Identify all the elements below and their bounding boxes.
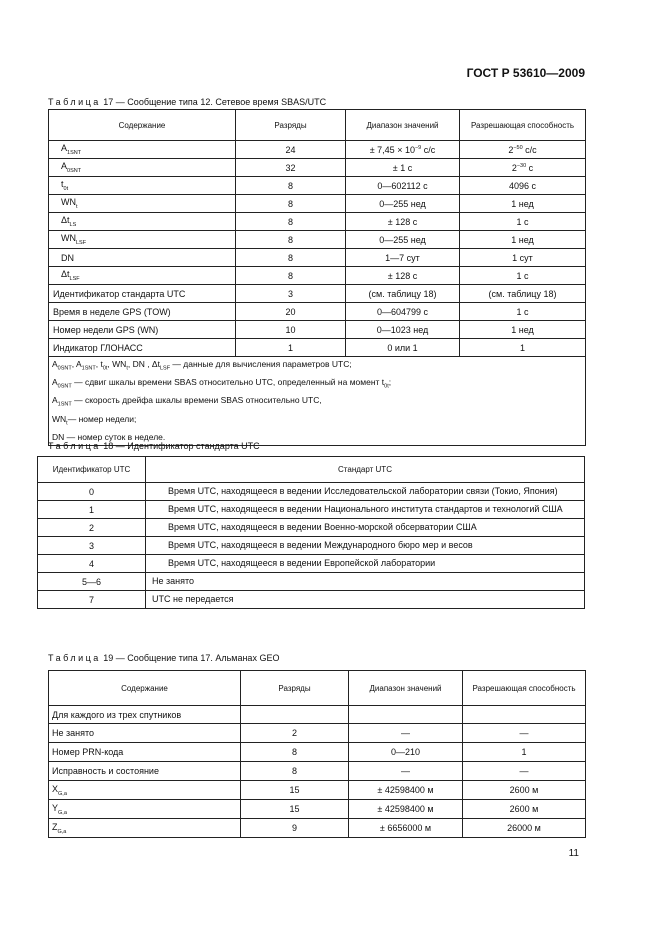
param-name: Время в неделе GPS (TOW) xyxy=(53,306,171,317)
cell-utc-standard: Не занято xyxy=(146,573,585,591)
cell-utc-id: 7 xyxy=(38,591,146,609)
table-row xyxy=(49,195,586,213)
cell-resolution: 1 xyxy=(463,743,586,762)
table-row xyxy=(38,537,585,555)
cell-content xyxy=(49,724,241,743)
table-row xyxy=(49,339,586,357)
note-line-5: DN — номер суток в неделе. xyxy=(52,431,166,442)
cell-resolution: 1 нед xyxy=(460,321,586,339)
table-row xyxy=(38,501,585,519)
param-name: Идентификатор стандарта UTC xyxy=(53,288,186,299)
notes-row xyxy=(49,357,586,446)
note-line-4: $WN_t—$ номер недели; xyxy=(52,413,137,427)
table-header-row xyxy=(49,110,586,141)
table-row xyxy=(49,267,586,285)
cell-content xyxy=(49,141,236,159)
cell-content xyxy=(49,321,236,339)
cell-utc-standard: Время UTC, находящееся в ведении Европейской лаборатории xyxy=(146,555,585,573)
table-row xyxy=(49,743,586,762)
cell-bits: 8 xyxy=(241,762,349,781)
table-row xyxy=(49,781,586,800)
cell-utc-id: 0 xyxy=(38,483,146,501)
param-name: DN xyxy=(61,252,74,263)
page-number: 11 xyxy=(568,848,579,859)
param-subscript: 0t xyxy=(63,185,69,192)
cell-bits: 8 xyxy=(236,249,346,267)
caption-label: Таблица xyxy=(48,441,101,451)
cell-utc-id: 2 xyxy=(38,519,146,537)
cell-bits: 32 xyxy=(236,159,346,177)
cell-resolution: 1 с xyxy=(460,267,586,285)
cell-utc-standard: Время UTC, находящееся в ведении Национального института стандартов и технологий США xyxy=(146,501,585,519)
param-subscript: LSF xyxy=(76,239,87,246)
param-name: Номер PRN-кода xyxy=(52,747,124,757)
cell-content xyxy=(49,249,236,267)
col-header: Разрешающая способность xyxy=(463,671,586,706)
col-header: Разряды xyxy=(236,110,346,141)
param-name: Исправность и состояние xyxy=(52,766,159,776)
param-subscript: 0SNT xyxy=(67,167,82,174)
table-18 xyxy=(37,456,585,609)
cell-range: 0 или 1 xyxy=(346,339,460,357)
cell-resolution: — xyxy=(463,762,586,781)
cell-range: ± $7,45 \times 10^{-9}$ с/с xyxy=(346,141,460,159)
cell-range: 0—210 xyxy=(349,743,463,762)
col-header: Разрешающая способность xyxy=(460,110,586,141)
cell-range: (см. таблицу 18) xyxy=(346,285,460,303)
param-name: Y xyxy=(52,802,59,813)
group-label: Для каждого из трех спутников xyxy=(49,706,241,724)
table-17-caption xyxy=(48,97,326,107)
caption-text: 19 — Сообщение типа 17. Альманах GEO xyxy=(100,653,280,663)
col-header: Диапазон значений xyxy=(349,671,463,706)
table-19 xyxy=(48,670,586,838)
param-name: A xyxy=(61,143,68,154)
cell-bits: 8 xyxy=(241,743,349,762)
cell-range: ± 42598400 м xyxy=(349,800,463,819)
cell-range: ± 6656000 м xyxy=(349,819,463,838)
cell-content xyxy=(49,781,241,800)
cell-utc-standard: Время UTC, находящееся в ведении Международного бюро мер и весов xyxy=(146,537,585,555)
cell-bits: 10 xyxy=(236,321,346,339)
param-name: Δt xyxy=(61,215,70,226)
col-header: Содержание xyxy=(49,110,236,141)
param-name: Δt xyxy=(61,269,70,280)
table-row xyxy=(38,555,585,573)
cell-bits: 15 xyxy=(241,800,349,819)
cell-range: ± 1 с xyxy=(346,159,460,177)
param-subscript: G,a xyxy=(57,828,67,835)
cell-resolution: 1 с xyxy=(460,213,586,231)
param-subscript: LS xyxy=(69,221,77,228)
param-name: Индикатор ГЛОНАСС xyxy=(53,342,143,353)
cell-content xyxy=(49,303,236,321)
param-name: Номер недели GPS (WN) xyxy=(53,324,159,335)
table-19-caption xyxy=(48,653,279,663)
param-subscript: G,a xyxy=(58,790,67,797)
col-header: Идентификатор UTC xyxy=(38,457,146,483)
table-row xyxy=(49,724,586,743)
cell-content xyxy=(49,159,236,177)
notes-cell xyxy=(49,357,586,446)
table-row xyxy=(49,213,586,231)
table-row xyxy=(49,285,586,303)
cell-utc-standard: Время UTC, находящееся в ведении Исследовательской лаборатории связи (Токио, Япония) xyxy=(146,483,585,501)
table-row xyxy=(49,762,586,781)
cell-range: 0—604799 с xyxy=(346,303,460,321)
param-name: A xyxy=(61,161,68,172)
cell-content xyxy=(49,213,236,231)
cell-content xyxy=(49,195,236,213)
cell-content xyxy=(49,177,236,195)
cell-range: — xyxy=(349,762,463,781)
caption-label: Таблица xyxy=(48,653,101,663)
cell-utc-id: 3 xyxy=(38,537,146,555)
cell-bits: 3 xyxy=(236,285,346,303)
cell-utc-standard: UTC не передается xyxy=(146,591,585,609)
col-header: Содержание xyxy=(49,671,241,706)
table-row xyxy=(49,303,586,321)
cell-resolution: — xyxy=(463,724,586,743)
cell-bits: 1 xyxy=(236,339,346,357)
cell-utc-id: 5—6 xyxy=(38,573,146,591)
cell-range: 0—255 нед xyxy=(346,231,460,249)
param-name: t xyxy=(61,179,64,190)
cell-range: 0—602112 с xyxy=(346,177,460,195)
cell-content xyxy=(49,762,241,781)
table-row xyxy=(38,573,585,591)
cell-resolution: 1 нед xyxy=(460,195,586,213)
note-line-3: $A_{1SNT}$ — скорость дрейфа шкалы времени SBAS относительно UTC, xyxy=(52,395,322,409)
table-row xyxy=(49,321,586,339)
table-17 xyxy=(48,109,586,446)
table-row xyxy=(49,141,586,159)
param-name: WN xyxy=(61,233,76,244)
table-row xyxy=(38,591,585,609)
param-subscript: 1SNT xyxy=(67,149,82,156)
cell-content xyxy=(49,231,236,249)
table-row xyxy=(49,249,586,267)
table-row xyxy=(49,819,586,838)
cell-resolution: 1 сут xyxy=(460,249,586,267)
cell-content xyxy=(49,267,236,285)
cell-bits: 2 xyxy=(241,724,349,743)
caption-label: Таблица xyxy=(48,97,101,107)
col-header: Диапазон значений xyxy=(346,110,460,141)
cell-resolution: 2600 м xyxy=(463,800,586,819)
cell-range: ± 128 с xyxy=(346,267,460,285)
cell-resolution: 1 нед xyxy=(460,231,586,249)
table-header-row xyxy=(49,671,586,706)
caption-text: 17 — Сообщение типа 12. Сетевое время SBAS/UTC xyxy=(100,97,327,107)
table-row xyxy=(49,159,586,177)
cell-range: 0—255 нед xyxy=(346,195,460,213)
cell-utc-id: 1 xyxy=(38,501,146,519)
cell-resolution: $2^{-50}$ с/с xyxy=(460,141,586,159)
cell-range: 0—1023 нед xyxy=(346,321,460,339)
param-name: WN xyxy=(61,197,76,208)
col-header: Разряды xyxy=(241,671,349,706)
cell-resolution: $2^{-30}$ с xyxy=(460,159,586,177)
param-name: Z xyxy=(52,821,58,832)
group-row xyxy=(49,706,586,724)
caption-text: 18 — Идентификатор стандарта UTC xyxy=(100,441,260,451)
cell-resolution: 1 xyxy=(460,339,586,357)
cell-content xyxy=(49,819,241,838)
cell-bits: 8 xyxy=(236,231,346,249)
cell-content xyxy=(49,743,241,762)
table-row xyxy=(49,800,586,819)
cell-bits: 15 xyxy=(241,781,349,800)
cell-utc-id: 4 xyxy=(38,555,146,573)
table-row xyxy=(38,519,585,537)
cell-bits: 9 xyxy=(241,819,349,838)
cell-resolution: 4096 с xyxy=(460,177,586,195)
note-line-2: $A_{0SNT}$ — сдвиг шкалы времени SBAS относительно UTC, определенный на момент $t_{0t}$; xyxy=(52,377,392,390)
cell-bits: 20 xyxy=(236,303,346,321)
table-row xyxy=(49,231,586,249)
cell-resolution: (см. таблицу 18) xyxy=(460,285,586,303)
param-subscript: LSF xyxy=(69,275,80,282)
cell-resolution: 2600 м xyxy=(463,781,586,800)
col-header: Стандарт UTC xyxy=(146,457,585,483)
note-line-1: $A_{0SNT}$, $A_{1SNT}$, $t_{0t}$, $WN_t$, DN , $\Delta t_{LSF}$ — данные для вычисления параметров UTC; xyxy=(52,359,352,372)
cell-content xyxy=(49,285,236,303)
cell-content xyxy=(49,339,236,357)
cell-resolution: 26000 м xyxy=(463,819,586,838)
cell-bits: 8 xyxy=(236,267,346,285)
cell-utc-standard: Время UTC, находящееся в ведении Военно-морской обсерватории США xyxy=(146,519,585,537)
cell-bits: 8 xyxy=(236,177,346,195)
cell-range: 1—7 сут xyxy=(346,249,460,267)
cell-bits: 8 xyxy=(236,195,346,213)
cell-range: ± 128 с xyxy=(346,213,460,231)
cell-range: ± 42598400 м xyxy=(349,781,463,800)
document-header: ГОСТ Р 53610—2009 xyxy=(466,66,585,80)
cell-resolution: 1 с xyxy=(460,303,586,321)
cell-bits: 24 xyxy=(236,141,346,159)
cell-content xyxy=(49,800,241,819)
param-subscript: t xyxy=(76,203,78,210)
table-row xyxy=(49,177,586,195)
param-name: X xyxy=(52,783,59,794)
table-18-caption xyxy=(48,441,260,451)
param-name: Не занято xyxy=(52,728,95,738)
cell-range: — xyxy=(349,724,463,743)
table-row xyxy=(38,483,585,501)
cell-bits: 8 xyxy=(236,213,346,231)
param-subscript: G,a xyxy=(58,809,67,816)
table-header-row xyxy=(38,457,585,483)
